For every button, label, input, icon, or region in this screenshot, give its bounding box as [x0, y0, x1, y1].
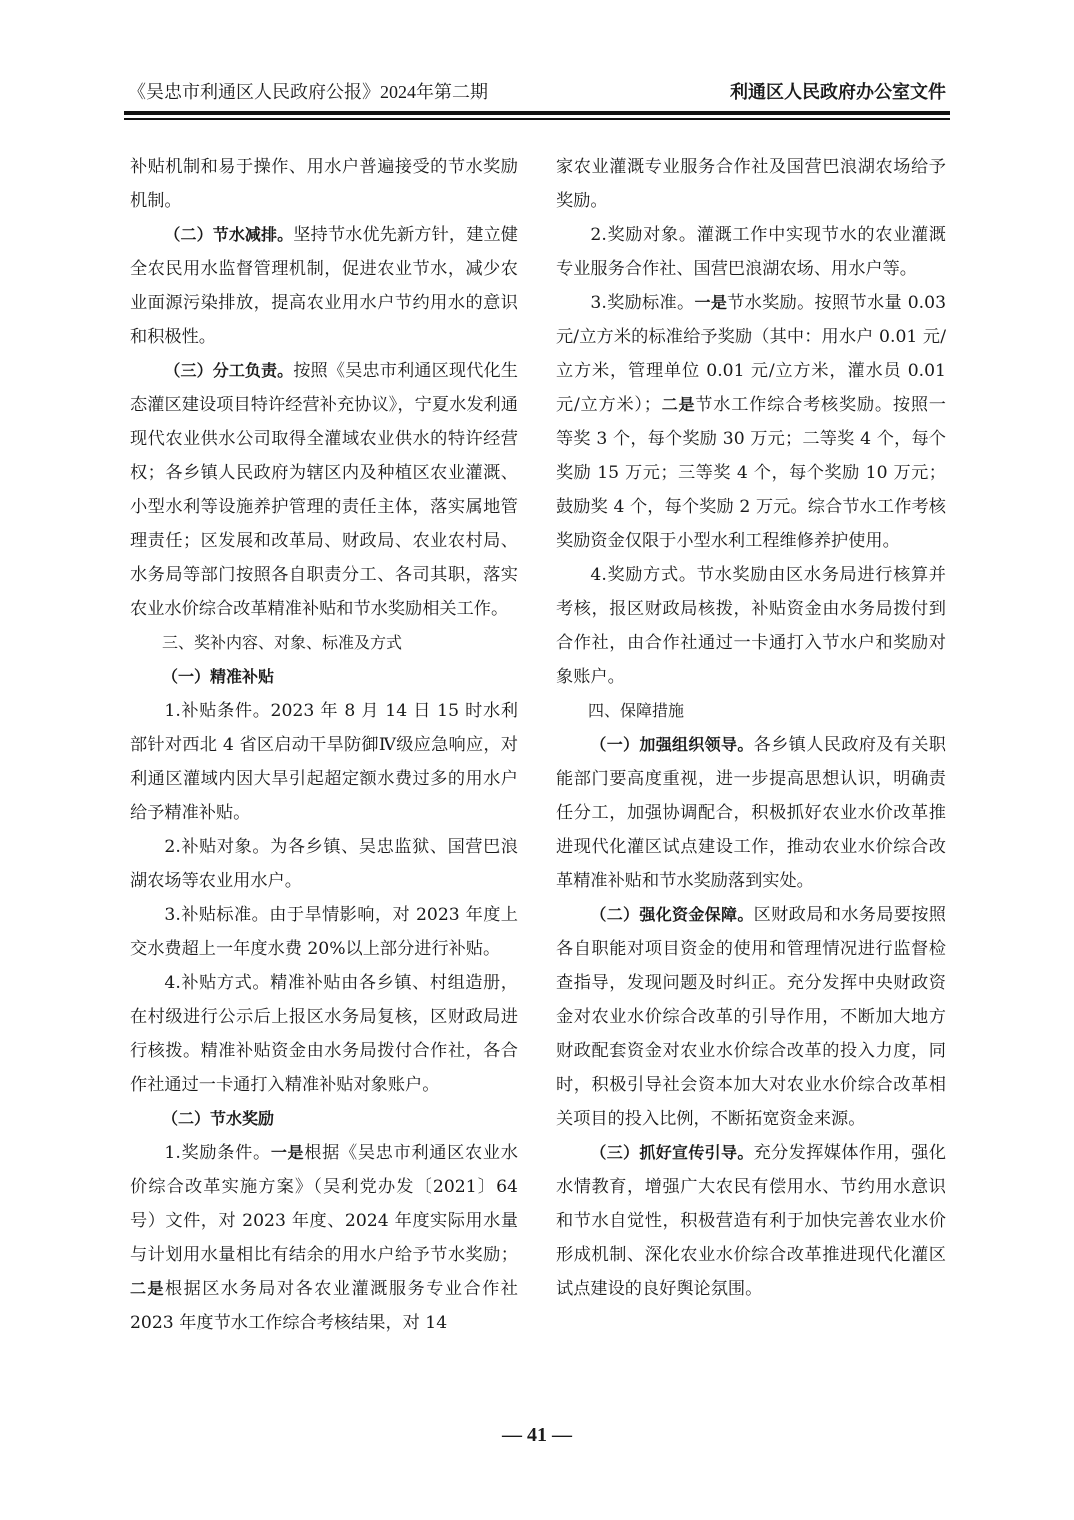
bold-lead-text: 二是 — [130, 1279, 165, 1298]
paragraph — [556, 558, 946, 694]
paragraph — [556, 286, 946, 558]
text-segment: 区财政局和水务局要按照各自职能对项目资金的使用和管理情况进行监督检查指导，发现问题及时纠正。充分发挥中央财政资金对农业水价综合改革的引导作用，不断加大地方财政配套资金对农业水价综合改革的投入力度，同时，积极引导社会资本加大对农业水价综合改革相关项目的投入比例，不断拓宽资金来源。 — [556, 905, 946, 1129]
paragraph — [130, 898, 518, 966]
publication-title: 《吴忠市利通区人民政府公报》2024年第二期 — [128, 82, 488, 102]
paragraph — [556, 1136, 946, 1306]
bold-lead-text: 二是 — [660, 395, 696, 414]
text-segment: 补贴机制和易于操作、用水户普遍接受的节水奖励机制。 — [130, 157, 518, 211]
section-heading — [130, 626, 518, 660]
text-segment: 2.补贴对象。为各乡镇、吴忠监狱、国营巴浪湖农场等农业用水户。 — [130, 837, 518, 891]
paragraph — [130, 1136, 518, 1340]
paragraph — [130, 966, 518, 1102]
text-segment: 三、奖补内容、对象、标准及方式 — [162, 633, 403, 652]
text-segment: 家农业灌溉专业服务合作社及国营巴浪湖农场给予奖励。 — [556, 157, 946, 211]
paragraph — [130, 354, 518, 626]
text-segment: 4.补贴方式。精准补贴由各乡镇、村组造册，在村级进行公示后上报区水务局复核，区财政局进行核拨。精准补贴资金由水务局拨付合作社，各合作社通过一卡通打入精准补贴对象账户。 — [130, 973, 518, 1095]
paragraph — [130, 694, 518, 830]
bold-lead-text: （三）分工负责。 — [164, 361, 294, 380]
section-heading — [130, 660, 518, 694]
section-heading — [556, 694, 946, 728]
paragraph — [556, 150, 946, 218]
bold-lead-text: （三）抓好宣传引导。 — [590, 1143, 754, 1162]
paragraph — [556, 898, 946, 1136]
header-rule-thin — [124, 118, 950, 120]
text-segment: 3.补贴标准。由于旱情影响，对 2023 年度上交水费超上一年度水费 20%以上部分进行补贴。 — [130, 905, 518, 959]
header-rule-thick — [124, 111, 950, 115]
section-heading — [130, 1102, 518, 1136]
text-segment: 2.奖励对象。灌溉工作中实现节水的农业灌溉专业服务合作社、国营巴浪湖农场、用水户等。 — [556, 225, 946, 279]
bold-lead-text: （二）强化资金保障。 — [590, 905, 754, 924]
bold-lead-text: 一是 — [270, 1143, 305, 1162]
text-segment: （二）节水奖励 — [162, 1109, 275, 1128]
bold-lead-text: 一是 — [694, 293, 728, 312]
text-segment: 各乡镇人民政府及有关职能部门要高度重视，进一步提高思想认识，明确责任分工，加强协调配合，积极抓好农业水价改革推进现代化灌区试点建设工作，推动农业水价综合改革精准补贴和节水奖励落到实处。 — [556, 735, 946, 891]
page-number: — 41 — — [502, 1424, 572, 1446]
text-segment: 按照《吴忠市利通区现代化生态灌区建设项目特许经营补充协议》，宁夏水发利通现代农业供水公司取得全灌域农业供水的特许经营权；各乡镇人民政府为辖区内及种植区农业灌溉、小型水利等设施养护管理的责任主体，落实属地管理责任；区发展和改革局、财政局、农业农村局、水务局等部门按照各自职责分工、各司其职，落实农业水价综合改革精准补贴和节水奖励相关工作。 — [130, 361, 518, 619]
text-segment: 节水奖励。按照节水量 0.03 元/立方米的标准给予奖励（其中：用水户 0.01 元/立方米，管理单位 0.01 元/立方米，灌水员 0.01 元/立方米）； — [556, 293, 946, 415]
paragraph — [130, 830, 518, 898]
text-segment: 1.奖励条件。 — [164, 1143, 271, 1163]
paragraph — [130, 218, 518, 354]
text-segment: 根据《吴忠市利通区农业水价综合改革实施方案》（吴利党办发〔2021〕64 号）文件，对 2023 年度、2024 年度实际用水量与计划用水量相比有结余的用水户给予节水奖励； — [130, 1143, 518, 1265]
text-segment: 1.补贴条件。2023 年 8 月 14 日 15 时水利部针对西北 4 省区启动干旱防御Ⅳ级应急响应，对利通区灌域内因大旱引起超定额水费过多的用水户给予精准补贴。 — [130, 701, 518, 823]
document-source: 利通区人民政府办公室文件 — [730, 82, 946, 103]
paragraph — [556, 218, 946, 286]
paragraph — [556, 728, 946, 898]
bold-lead-text: （二）节水减排。 — [164, 225, 294, 244]
text-segment: 四、保障措施 — [588, 701, 685, 720]
paragraph — [130, 150, 518, 218]
text-segment: 根据区水务局对各农业灌溉服务专业合作社 2023 年度节水工作综合考核结果，对 14 — [130, 1279, 518, 1333]
text-segment: （一）精准补贴 — [162, 667, 275, 686]
text-segment: 充分发挥媒体作用，强化水情教育，增强广大农民有偿用水、节约用水意识和节水自觉性，积极营造有利于加快完善农业水价形成机制、深化农业水价综合改革推进现代化灌区试点建设的良好舆论氛围。 — [556, 1143, 946, 1299]
left-column — [130, 150, 518, 1340]
right-column — [556, 150, 946, 1306]
text-segment: 4.奖励方式。节水奖励由区水务局进行核算并考核，报区财政局核拨，补贴资金由水务局拨付到合作社，由合作社通过一卡通打入节水户和奖励对象账户。 — [556, 565, 946, 687]
bold-lead-text: （一）加强组织领导。 — [590, 735, 754, 754]
text-segment: 3.奖励标准。 — [590, 293, 695, 313]
text-segment: 坚持节水优先新方针，建立健全农民用水监督管理机制，促进农业节水，减少农业面源污染排放，提高农业用水户节约用水的意识和积极性。 — [130, 225, 518, 347]
text-segment: 节水工作综合考核奖励。按照一等奖 3 个，每个奖励 30 万元；二等奖 4 个，每个奖励 15 万元；三等奖 4 个，每个奖励 10 万元；鼓励奖 4 个，每个奖励 2 万元。综合节水工作考核奖励资金仅限于小型水利工程维修养护使用。 — [556, 395, 946, 551]
